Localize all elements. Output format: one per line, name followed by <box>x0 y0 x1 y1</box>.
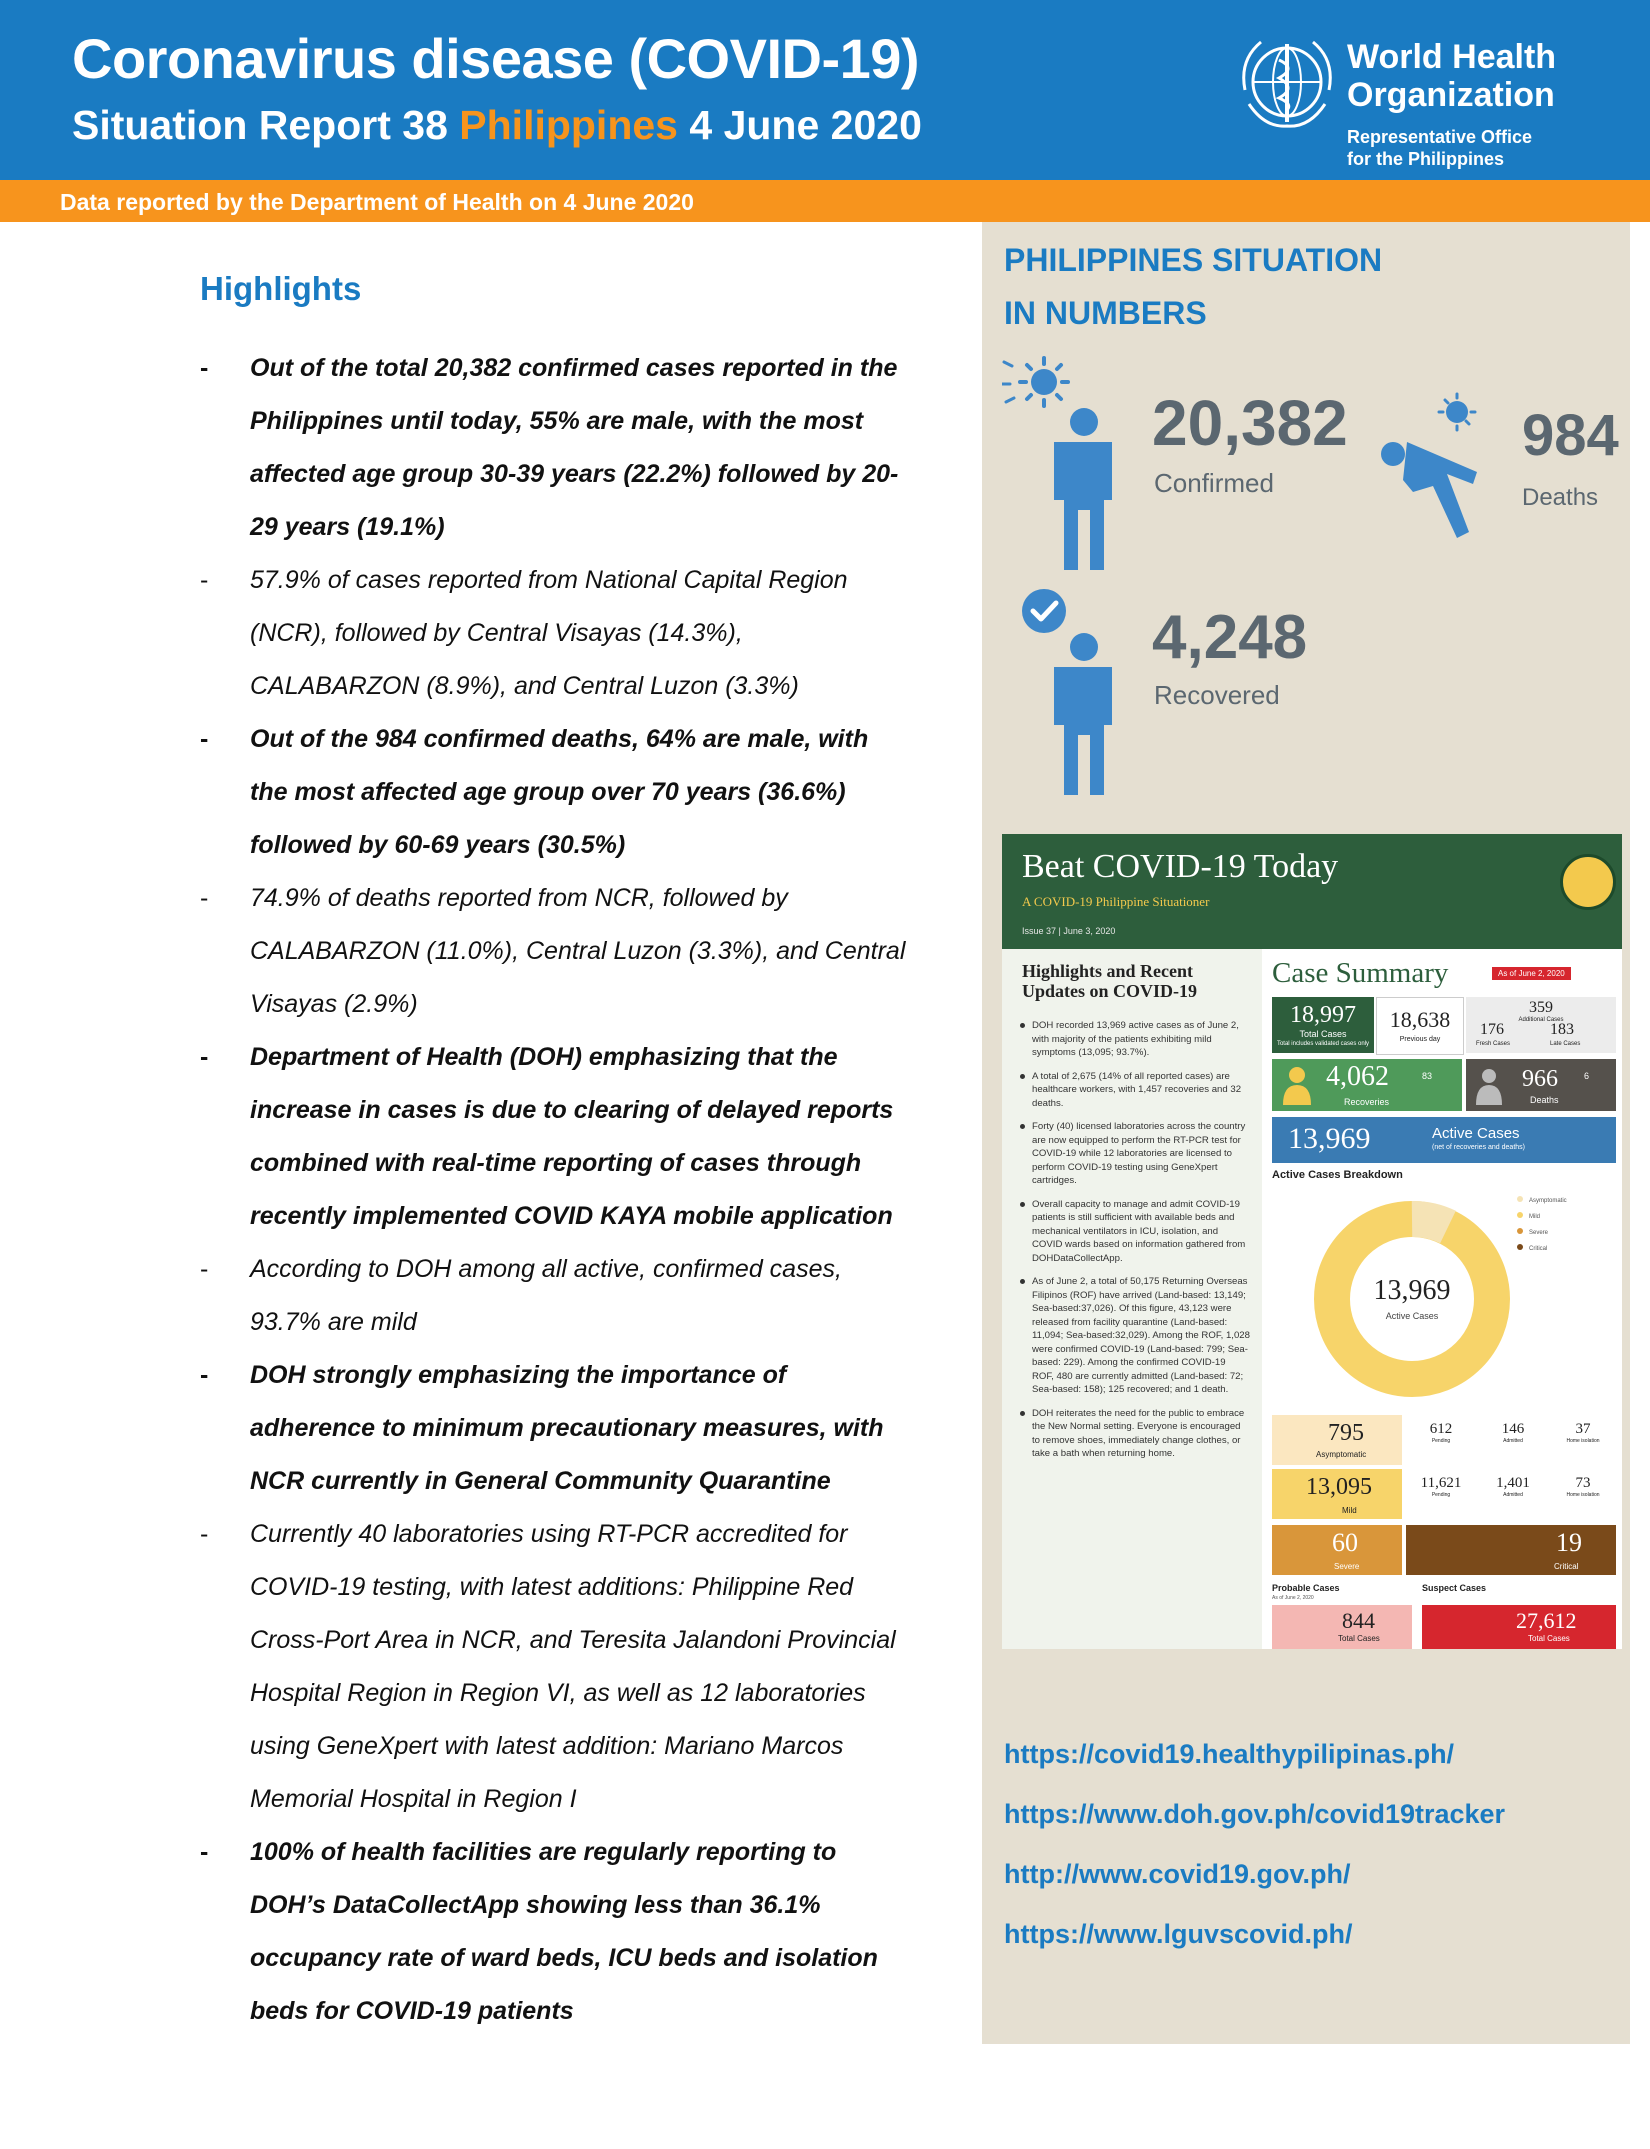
highlight-text: 100% of health facilities are regularly reporting to DOH’s DataCollectApp showing less than 36.1% occupancy rate of ward beds, ICU beds and isolation beds for COVID-19 patients <box>250 1838 878 2025</box>
infographic-title: Beat COVID-19 Today <box>1022 848 1339 885</box>
mild-home-tile: 73 Home isolation <box>1550 1469 1616 1519</box>
update-item: A total of 2,675 (14% of all reported cases) are healthcare workers, with 1,457 recoveries and 32 deaths. <box>1020 1070 1250 1111</box>
case-summary <box>1272 949 1617 1649</box>
recoveries-tile: 4,062 83 Recoveries <box>1272 1059 1462 1111</box>
active-cases-tile: 13,969 Active Cases (net of recoveries and deaths) <box>1272 1117 1616 1163</box>
highlight-text: Department of Health (DOH) emphasizing that the increase in cases is due to clearing of delayed reports combined with real-time reporting of cases through recently implemented COVID KAYA mobile application <box>250 1043 894 1230</box>
highlight-item <box>200 1349 910 1508</box>
report-title: Coronavirus disease (COVID-19) <box>72 27 920 90</box>
report-subtitle <box>72 102 922 149</box>
highlight-text: 57.9% of cases reported from National Capital Region (NCR), followed by Central Visayas (14.3%), CALABARZON (8.9%), and Central Luzon (3.3%) <box>250 566 848 700</box>
probable-tile: 844 Total Cases <box>1272 1605 1412 1649</box>
reference-link[interactable]: https://www.doh.gov.ph/covid19tracker <box>1004 1799 1506 1829</box>
asym-admitted-tile: 146 Admitted <box>1480 1415 1546 1465</box>
updates-list <box>1020 1019 1250 1471</box>
probable-date: As of June 2, 2020 <box>1272 1595 1314 1601</box>
legend-swatch <box>1517 1212 1523 1218</box>
who-office: Representative Office for the Philippines <box>1347 127 1533 169</box>
suspect-tile: 27,612 Total Cases <box>1422 1605 1616 1649</box>
bullet-dash: - <box>200 566 209 594</box>
highlight-item <box>200 1031 910 1243</box>
reference-link[interactable]: https://covid19.healthypilipinas.ph/ <box>1004 1739 1455 1769</box>
reference-link[interactable]: http://www.covid19.gov.ph/ <box>1004 1859 1351 1889</box>
confirmed-label: Confirmed <box>1154 468 1274 498</box>
deaths-count: 984 <box>1522 403 1619 468</box>
highlight-item <box>200 872 910 1031</box>
bullet-dash: - <box>200 354 209 382</box>
deaths-label: Deaths <box>1522 484 1599 511</box>
infographic-issue: Issue 37 | June 3, 2020 <box>1022 926 1116 936</box>
asym-home-tile: 37 Home isolation <box>1550 1415 1616 1465</box>
recovered-label: Recovered <box>1154 680 1280 710</box>
update-item: DOH recorded 13,969 active cases as of June 2, with majority of the patients exhibiting mild symptoms (13,095; 93.7%). <box>1020 1019 1250 1060</box>
highlight-item <box>200 1826 910 2038</box>
severe-tile: 60 Severe <box>1272 1525 1402 1575</box>
recovered-person-icon <box>1002 567 1112 797</box>
infographic-header <box>1002 834 1622 949</box>
bullet-dash: - <box>200 1838 209 1866</box>
update-item: As of June 2, a total of 50,175 Returning Overseas Filipinos (ROF) have arrived (Land-based: 13,149; Sea-based:37,026). Of this figure, 43,123 were released from facility quarantine (Land-based: 11,094; Sea-based:32,029). Among the ROF, 1,028 were confirmed COVID-19 (Land-based: 799; Sea-based: 229). Among the confirmed COVID-19 ROF, 480 are currently admitted (Land-based: 72; Sea-based: 158); 125 recovered; and 1 death. <box>1020 1275 1250 1397</box>
legend-swatch <box>1517 1228 1523 1234</box>
highlight-text: Out of the total 20,382 confirmed cases reported in the Philippines until today, 55% are male, with the most affected age group 30-39 years (22.2%) followed by 20-29 years (19.1%) <box>250 354 899 541</box>
donut-center-value: 13,969 <box>1373 1275 1451 1306</box>
case-summary-date: As of June 2, 2020 <box>1492 967 1571 980</box>
highlight-item <box>200 554 910 713</box>
updates-heading: Highlights and Recent Updates on COVID-19 <box>1022 961 1198 1001</box>
deceased-person-icon <box>1474 1067 1504 1105</box>
bullet-dash: - <box>200 884 209 912</box>
suspect-title: Suspect Cases <box>1422 1583 1487 1593</box>
deaths-tile: 966 6 Deaths <box>1466 1059 1616 1111</box>
bullet-dash: - <box>200 1255 209 1283</box>
highlight-item <box>200 1508 910 1826</box>
recovered-count: 4,248 <box>1152 603 1308 672</box>
bullet-dash: - <box>200 725 209 753</box>
deaths-person-icon <box>1377 382 1527 552</box>
legend-swatch <box>1517 1244 1523 1250</box>
highlights-column <box>0 222 960 2149</box>
infographic-updates <box>1002 949 1262 1649</box>
situation-title: PHILIPPINES SITUATION IN NUMBERS <box>1004 242 1383 331</box>
highlight-text: Out of the 984 confirmed deaths, 64% are male, with the most affected age group over 70 years (36.6%) followed by 60-69 years (30.5%) <box>250 725 869 859</box>
report-country: Philippines <box>459 102 678 148</box>
donut-center-label: Active Cases <box>1385 1311 1439 1321</box>
highlight-text: According to DOH among all active, confirmed cases, 93.7% are mild <box>250 1255 842 1336</box>
highlight-text: Currently 40 laboratories using RT-PCR accredited for COVID-19 testing, with latest additions: Philippine Red Cross-Port Area in NCR, and Teresita Jalandoni Provincial Hospital Region in Region VI, as well as 12 laboratories using GeneXpert with latest addition: Mariano Marcos Memorial Hospital in Region I <box>250 1520 896 1813</box>
update-item: DOH reiterates the need for the public to embrace the New Normal setting. Everyone is encouraged to remove shoes, immediately change clothes, or take a bath when returning home. <box>1020 1407 1250 1461</box>
mild-admitted-tile: 1,401 Admitted <box>1480 1469 1546 1519</box>
recovered-person-icon <box>1280 1065 1314 1105</box>
highlight-item <box>200 713 910 872</box>
who-name: World Health Organization <box>1347 38 1557 114</box>
highlights-title: Highlights <box>200 270 362 307</box>
highlight-item <box>200 1243 910 1349</box>
critical-tile: 19 Critical <box>1406 1525 1616 1575</box>
asymptomatic-tile: 795 Asymptomatic <box>1272 1415 1402 1465</box>
bullet-dash: - <box>200 1043 209 1071</box>
infographic-tagline: A COVID-19 Philippine Situationer <box>1022 894 1210 909</box>
total-cases-tile: 18,997 Total Cases Total includes validated cases only <box>1272 997 1374 1053</box>
breakdown-legend: Asymptomatic Mild Severe Critical <box>1517 1193 1567 1257</box>
report-number: Situation Report 38 <box>72 102 448 148</box>
highlights-list <box>200 342 910 2038</box>
probable-title: Probable Cases <box>1272 1583 1340 1593</box>
highlight-text: DOH strongly emphasizing the importance of adherence to minimum precautionary measures, with NCR currently in General Community Quarantine <box>250 1361 884 1495</box>
report-date: 4 June 2020 <box>689 102 922 148</box>
highlight-text: 74.9% of deaths reported from NCR, followed by CALABARZON (11.0%), Central Luzon (3.3%), and Central Visayas (2.9%) <box>250 884 906 1018</box>
doh-seal-icon <box>1560 854 1616 910</box>
mild-pending-tile: 11,621 Pending <box>1406 1469 1476 1519</box>
bullet-dash: - <box>200 1520 209 1548</box>
beat-covid-infographic <box>1002 834 1622 1649</box>
update-item: Forty (40) licensed laboratories across the country are now equipped to perform the RT-PCR test for COVID-19 while 12 laboratories are licensed to perform COVID-19 testing using GeneXpert cartridges. <box>1020 1120 1250 1188</box>
bullet-dash: - <box>200 1361 209 1389</box>
legend-swatch <box>1517 1196 1523 1202</box>
mild-tile: 13,095 Mild <box>1272 1469 1402 1519</box>
case-summary-title: Case Summary <box>1272 957 1449 989</box>
report-header <box>0 0 1650 180</box>
breakdown-title: Active Cases Breakdown <box>1272 1169 1403 1181</box>
additional-cases-tile: 359 Additional Cases 176 183 Fresh Cases Late Cases <box>1466 997 1616 1053</box>
who-branding <box>1235 30 1635 180</box>
situation-panel <box>982 222 1630 2044</box>
asym-pending-tile: 612 Pending <box>1406 1415 1476 1465</box>
highlight-item <box>200 342 910 554</box>
data-source-text: Data reported by the Department of Health on 4 June 2020 <box>60 189 694 215</box>
who-emblem-icon <box>1235 30 1339 134</box>
reference-links <box>1004 1724 1505 1964</box>
reference-link[interactable]: https://www.lguvscovid.ph/ <box>1004 1919 1353 1949</box>
confirmed-count: 20,382 <box>1152 387 1348 459</box>
confirmed-person-icon <box>1002 342 1112 572</box>
previous-day-tile: 18,638 Previous day <box>1376 997 1464 1055</box>
update-item: Overall capacity to manage and admit COVID-19 patients is still sufficient with available beds and mechanical ventilators in ICU, isolation, and COVID wards based on information gathered from DOHDataCollectApp. <box>1020 1198 1250 1266</box>
